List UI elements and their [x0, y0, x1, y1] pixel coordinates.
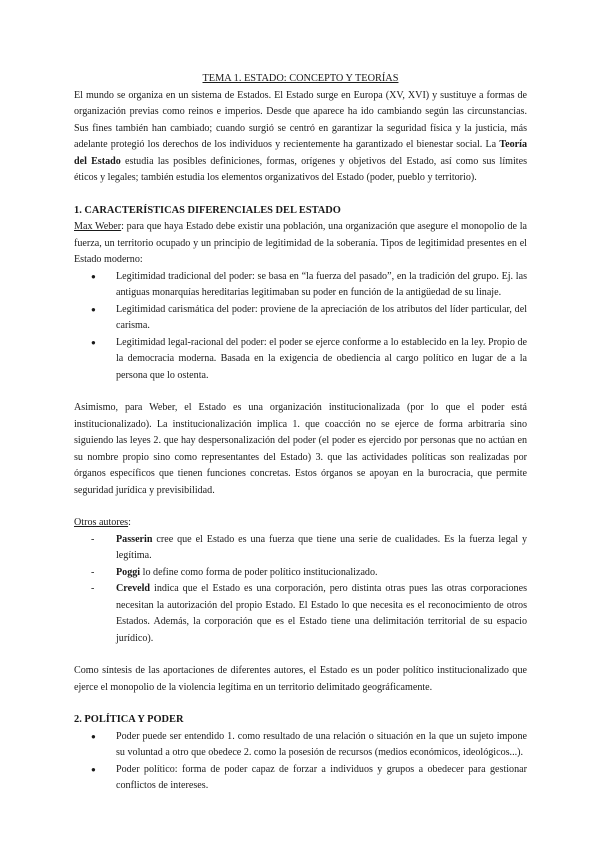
synthesis-paragraph: Como síntesis de las aportaciones de diferentes autores, el Estado es un poder político institucionalizado que ejerce el monopolio de la violencia legítima en un territorio delimitado geográficamente.: [74, 665, 527, 693]
power-list: [74, 729, 527, 795]
list-item: ● Legitimidad carismática del poder: proviene de la apreciación de los atributos del líder particular, del carisma.: [116, 302, 527, 335]
list-item: ● Legitimidad legal-racional del poder: el poder se ejerce conforme a lo establecido en la ley. Propio de la democracia moderna. Basada en la exigencia de obediencia al cargo político en lugar de a la persona que lo ostenta.: [116, 335, 527, 385]
legitimacy-list: [74, 269, 527, 385]
list-item: [116, 581, 527, 647]
author-name: Creveld: [116, 583, 151, 594]
intro-text-2: estudia las posibles definiciones, formas, orígenes y objetivos del Estado, así como sus límites éticos y legales; también estudia los elementos organizativos del Estado (poder, pueblo y territorio).: [74, 155, 527, 183]
weber-name: Max Weber: [74, 221, 122, 232]
authors-list: [74, 532, 527, 648]
institutional-paragraph: Asimismo, para Weber, el Estado es una organización institucionalizada (por lo que el poder está institucionalizado). La institucionalización implica 1. que coacción no se ejerce de forma arbitraria sino siguiendo las leyes 2. que hay despersonalización del poder (el poder es ejercido por personas que no actúan en su nombre propio sino como representantes del Estado) 3. que las actividades políticas son realizadas por órganos específicos que tienen funciones concretas. Estos órganos se apoyan en la burocracia, que permite seguridad jurídica y previsibilidad.: [74, 402, 527, 496]
list-item: [116, 532, 527, 565]
author-text: indica que el Estado es una corporación, pero distinta otras pues las otras corporaciones necesitan la autorización del propio Estado. El Estado lo que necesita es el reconocimiento de otros Estados. Además, la corporación que es el Estado tiene una delimitación territorial de su espacio jurídico).: [116, 583, 527, 644]
weber-paragraph: [74, 219, 527, 269]
others-label-line: [74, 515, 527, 532]
section2-heading: 2. POLÍTICA Y PODER: [74, 714, 184, 725]
weber-text: : para que haya Estado debe existir una población, una organización que asegure el monopolio de la fuerza, un territorio ocupado y un principio de legitimidad de la soberanía. Tipos de legitimidad presentes en el Estado moderno:: [74, 221, 527, 265]
document-title: TEMA 1. ESTADO: CONCEPTO Y TEORÍAS: [202, 73, 399, 84]
list-item: ● Poder puede ser entendido 1. como resultado de una relación o situación en la que un sujeto impone su voluntad a otro que obedece 2. como la posesión de recursos (medios económicos, ideológicos...).: [116, 729, 527, 762]
intro-text-1: El mundo se organiza en un sistema de Estados. El Estado surge en Europa (XV, XVI) y sustituye a formas de organización previas como reinos e imperios. Desde que aparece ha ido cambiando según las circunstancias. Sus fines también han cambiado; cuando surgió se centró en garantizar la seguridad física y la justicia, más adelante protegió los derechos de los individuos y recientemente ha garantizado el bienestar social. La: [74, 89, 527, 150]
section1-heading: 1. CARACTERÍSTICAS DIFERENCIALES DEL ESTADO: [74, 204, 341, 216]
list-item: ● Poder político: forma de poder capaz de forzar a individuos y grupos a obedecer para gestionar conflictos de intereses.: [116, 762, 527, 795]
author-text: cree que el Estado es una fuerza que tiene una serie de cualidades. Es la fuerza legal y legítima.: [116, 533, 527, 561]
intro-paragraph: [74, 88, 527, 187]
author-name: Passerin: [116, 533, 153, 545]
others-colon: :: [128, 517, 131, 528]
author-text: lo define como forma de poder político institucionalizado.: [140, 566, 378, 578]
list-item: [116, 565, 527, 582]
others-label: Otros autores: [74, 517, 129, 528]
author-name: Poggi: [116, 566, 141, 578]
intro-bold-term: Teoría del Estado: [74, 139, 527, 167]
list-item: ● Legitimidad tradicional del poder: se basa en “la fuerza del pasado”, en la tradición del grupo. Ej. las antiguas monarquías hereditarias legitimaban su poder en función de la antigüedad de su linaje.: [116, 269, 527, 302]
